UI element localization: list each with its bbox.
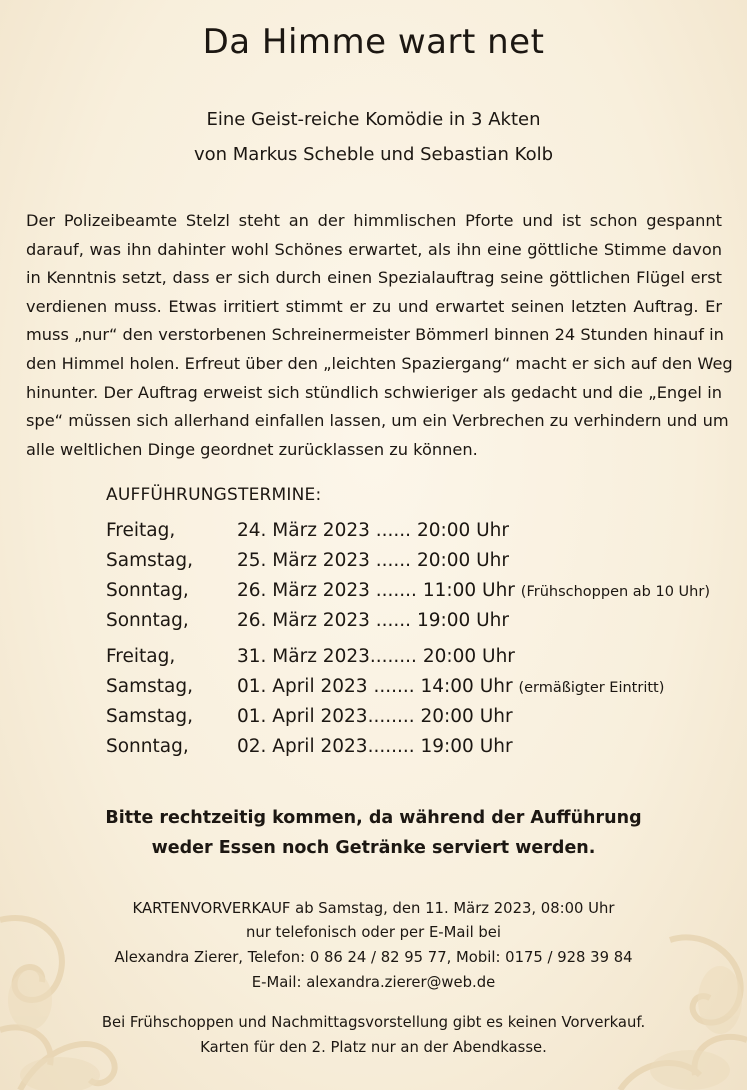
presale-method: nur telefonisch oder per E-Mail bei: [245, 924, 501, 941]
schedule-time: 20:00 Uhr: [416, 520, 510, 541]
schedule-note: (ermäßigter Eintritt): [518, 680, 665, 696]
schedule-day: Sonntag,: [106, 736, 189, 757]
presale-email: E-Mail: alexandra.zierer@web.de: [251, 974, 496, 991]
schedule-date: 01. April 2023: [237, 676, 368, 697]
schedule-datetime: [237, 706, 513, 727]
description-line: alle weltlichen Dinge geordnet zurücklassen zu können.: [26, 439, 478, 459]
presale-start: ab Samstag, den 11. März 2023, 08:00 Uhr: [290, 900, 615, 917]
schedule-date: 26. März 2023: [237, 610, 370, 631]
play-title: Da Himme wart net: [202, 22, 545, 62]
schedule-datetime: [237, 550, 509, 571]
schedule-time: 19:00 Uhr: [416, 610, 510, 631]
description-line: darauf, was ihn dahinter wohl Schönes erwartet, als ihn eine göttliche Stimme davon: [26, 239, 722, 259]
schedule-datetime: [237, 676, 664, 697]
schedule-leader-dots: ........: [367, 706, 421, 727]
footer-line: Karten für den 2. Platz nur an der Abendkasse.: [200, 1039, 547, 1056]
description-line: verdienen muss. Etwas irritiert stimmt er zu und erwartet seinen letzten Auftrag. Er: [26, 296, 722, 316]
schedule-leader-dots: ......: [369, 520, 417, 541]
schedule-day: Freitag,: [106, 646, 176, 667]
schedule-date: 02. April 2023: [237, 736, 368, 757]
schedule-note: (Frühschoppen ab 10 Uhr): [520, 584, 710, 600]
schedule-leader-dots: .......: [367, 676, 421, 697]
schedule-time: 20:00 Uhr: [420, 706, 513, 727]
schedule-date: 26. März 2023: [237, 580, 370, 601]
schedule-day: Sonntag,: [106, 610, 189, 631]
notice-line: weder Essen noch Getränke serviert werden.: [151, 838, 596, 858]
schedule-leader-dots: ........: [367, 736, 421, 757]
description-line: den Himmel holen. Erfreut über den „leichten Spaziergang“ macht er sich auf den Weg: [26, 353, 733, 373]
description-line: hinunter. Der Auftrag erweist sich stündlich schwieriger als gedacht und die „Engel in: [26, 382, 722, 402]
schedule-leader-dots: ......: [369, 610, 417, 631]
schedule-day: Samstag,: [106, 550, 193, 571]
schedule-time: 20:00 Uhr: [422, 646, 515, 667]
schedule-leader-dots: .......: [369, 580, 423, 601]
description-line: in Kenntnis setzt, dass er sich durch einen Spezialauftrag seine göttlichen Flügel erst: [26, 268, 722, 288]
schedule-datetime: [237, 736, 513, 757]
presale-contact: Alexandra Zierer, Telefon: 0 86 24 / 82 95 77, Mobil: 0175 / 928 39 84: [114, 949, 633, 966]
schedule-date: 24. März 2023: [237, 520, 370, 541]
schedule-datetime: [237, 610, 509, 631]
description-line: Der Polizeibeamte Stelzl steht an der himmlischen Pforte und ist schon gespannt: [26, 211, 722, 230]
presale-line: [0, 900, 747, 917]
description-line: muss „nur“ den verstorbenen Schreinermeister Bömmerl binnen 24 Stunden hinauf in: [26, 325, 724, 345]
schedule-leader-dots: ........: [369, 646, 423, 667]
schedule-date: 01. April 2023: [237, 706, 368, 727]
schedule-datetime: [237, 520, 509, 541]
schedule-date: 31. März 2023: [237, 646, 370, 667]
schedule-time: 19:00 Uhr: [420, 736, 513, 757]
schedule-date: 25. März 2023: [237, 550, 370, 571]
schedule-datetime: [237, 646, 515, 667]
schedule-day: Sonntag,: [106, 580, 189, 601]
schedule-time: 14:00 Uhr: [420, 676, 513, 697]
schedule-time: 20:00 Uhr: [416, 550, 510, 571]
schedule-day: Samstag,: [106, 676, 193, 697]
plot-description: [26, 207, 733, 464]
schedule-datetime: [237, 580, 710, 601]
schedule-leader-dots: ......: [369, 550, 417, 571]
notice-line: Bitte rechtzeitig kommen, da während der Aufführung: [105, 808, 642, 828]
presale-label: KARTENVORVERKAUF: [132, 900, 291, 917]
description-line: spe“ müssen sich allerhand einfallen lassen, um ein Verbrechen zu verhindern und um: [26, 411, 729, 431]
schedule-day: Freitag,: [106, 520, 176, 541]
subtitle-authors: von Markus Scheble und Sebastian Kolb: [193, 144, 554, 165]
footer-line: Bei Frühschoppen und Nachmittagsvorstellung gibt es keinen Vorverkauf.: [101, 1014, 646, 1031]
schedule-heading: AUFFÜHRUNGSTERMINE:: [106, 485, 322, 505]
subtitle-genre: Eine Geist-reiche Komödie in 3 Akten: [206, 109, 541, 130]
schedule-time: 11:00 Uhr: [422, 580, 515, 601]
schedule-day: Samstag,: [106, 706, 193, 727]
